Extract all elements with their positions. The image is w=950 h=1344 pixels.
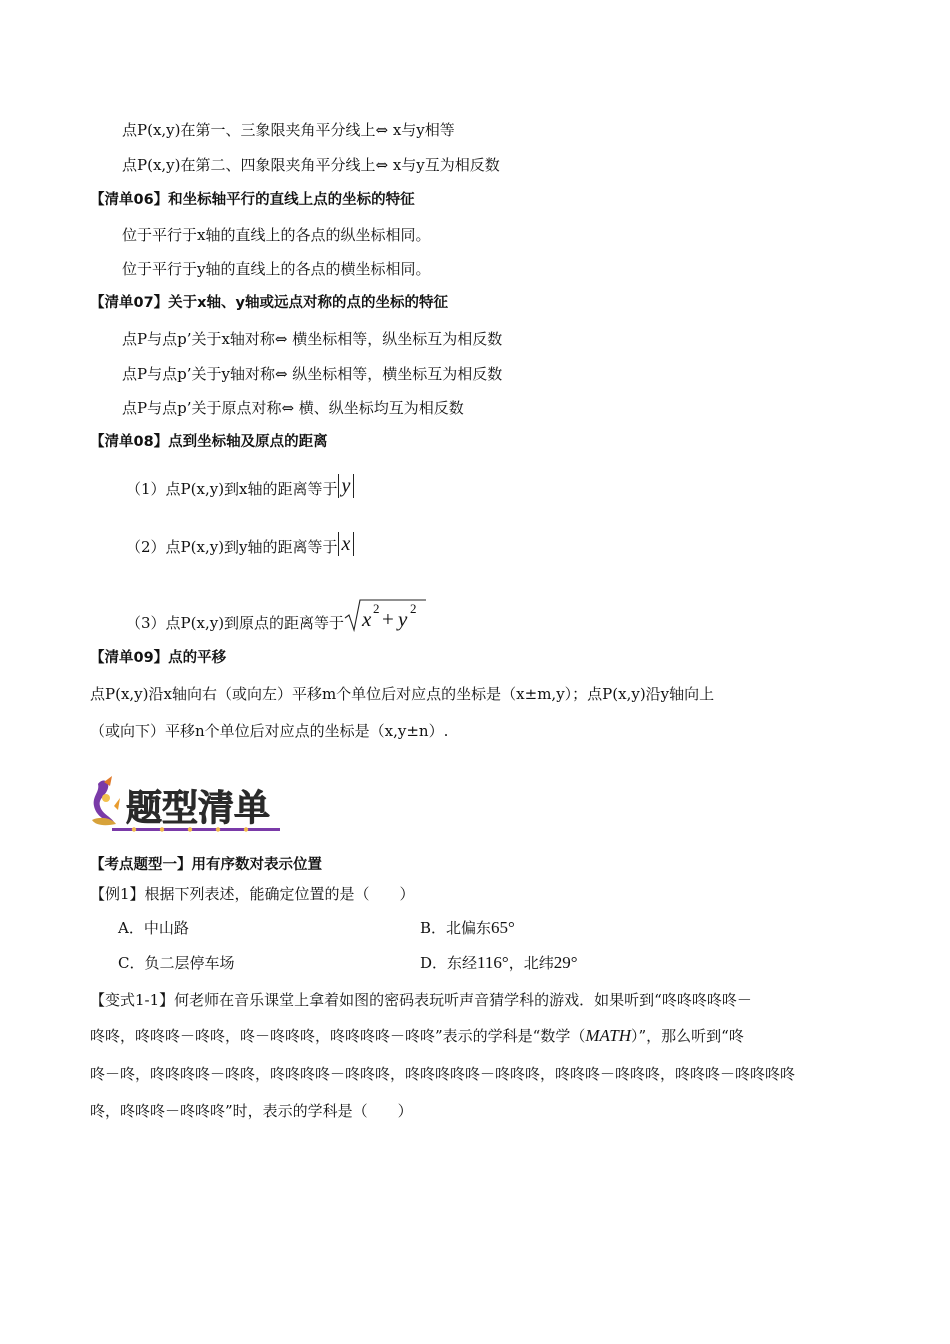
- heading-list-07: 【清单07】关于x轴、y轴或远点对称的点的坐标的特征: [90, 295, 448, 311]
- variant-1-1-line-4: 咚，咚咚咚－咚咚咚”时，表示的学科是（ ）: [90, 1102, 413, 1120]
- exam-type-title: 【考点题型一】用有序数对表示位置: [90, 857, 322, 873]
- variant-math-word: MATH: [585, 1026, 631, 1045]
- distance-to-y-axis: [126, 532, 354, 557]
- distance-to-x-axis-text: （1）点P(x,y)到x轴的距离等于: [126, 480, 338, 498]
- option-b-label: B．北偏东: [420, 919, 492, 937]
- variant-1-1-line-2-pre: 咚咚，咚咚咚－咚咚，咚－咚咚咚，咚咚咚咚－咚咚”表示的学科是“数学（: [90, 1027, 586, 1045]
- option-d-longitude: 116°: [477, 953, 509, 972]
- example-1-question: 【例1】根据下列表述，能确定位置的是（ ）: [90, 885, 415, 903]
- svg-text:y: y: [398, 607, 408, 631]
- text-line-parallel-x: 位于平行于x轴的直线上的各点的纵坐标相同。: [122, 226, 431, 244]
- abs-y-formula: y: [338, 474, 355, 498]
- option-d-mid: ，北纬: [508, 954, 554, 972]
- text-line-parallel-y: 位于平行于y轴的直线上的各点的横坐标相同。: [122, 260, 431, 278]
- abs-x-formula: x: [338, 532, 355, 556]
- option-c: C．负二层停车场: [118, 954, 235, 972]
- svg-text:2: 2: [373, 601, 380, 616]
- section-banner-question-types: [88, 776, 283, 838]
- heading-list-06: 【清单06】和坐标轴平行的直线上点的坐标的特征: [90, 192, 415, 208]
- distance-to-x-axis: [126, 474, 354, 499]
- wizard-banner-icon: [88, 776, 283, 838]
- text-line-bisector-1: 点P(x,y)在第一、三象限夹角平分线上⇔ x与y相等: [122, 121, 455, 139]
- svg-text:x: x: [362, 607, 372, 631]
- heading-list-08: 【清单08】点到坐标轴及原点的距离: [90, 434, 328, 450]
- variant-1-1-line-2-post: ）”，那么听到“咚: [631, 1027, 744, 1045]
- svg-text:+: +: [382, 607, 394, 631]
- variant-1-1-line-3: 咚－咚，咚咚咚咚－咚咚，咚咚咚咚－咚咚咚，咚咚咚咚咚－咚咚咚，咚咚咚－咚咚咚，咚咚咚－咚咚咚咚: [90, 1065, 796, 1083]
- distance-to-y-axis-text: （2）点P(x,y)到y轴的距离等于: [126, 538, 338, 556]
- banner-title: 题型清单: [126, 787, 271, 829]
- option-d-label: D．东经: [420, 954, 478, 972]
- text-line-symmetry-x: 点P与点p’关于x轴对称⇔ 横坐标相等，纵坐标互为相反数: [122, 330, 503, 348]
- heading-list-09: 【清单09】点的平移: [90, 650, 227, 666]
- variant-1-1-line-1: 【变式1-1】何老师在音乐课堂上拿着如图的密码表玩听声音猜学科的游戏．如果听到“咚咚咚咚咚－: [90, 991, 752, 1009]
- variant-1-1-line-2: [90, 1026, 744, 1046]
- translation-paragraph-line-1: 点P(x,y)沿x轴向右（或向左）平移m个单位后对应点的坐标是（x±m,y）；点P(x,y)沿y轴向上: [90, 685, 715, 703]
- option-b: [420, 918, 515, 938]
- option-d-latitude: 29°: [553, 953, 578, 972]
- text-line-bisector-2: 点P(x,y)在第二、四象限夹角平分线上⇔ x与y互为相反数: [122, 156, 500, 174]
- sqrt-formula: [344, 598, 426, 632]
- translation-paragraph-line-2: （或向下）平移n个单位后对应点的坐标是（x,y±n）.: [90, 722, 449, 740]
- sqrt-symbol-icon: [344, 598, 426, 632]
- svg-text:2: 2: [410, 601, 417, 616]
- text-line-symmetry-origin: 点P与点p’关于原点对称⇔ 横、纵坐标均互为相反数: [122, 399, 464, 417]
- text-line-symmetry-y: 点P与点p’关于y轴对称⇔ 纵坐标相等，横坐标互为相反数: [122, 365, 503, 383]
- option-b-degrees: 65°: [491, 918, 515, 937]
- option-a: A．中山路: [118, 919, 189, 937]
- distance-to-origin: [126, 598, 426, 633]
- distance-to-origin-text: （3）点P(x,y)到原点的距离等于: [126, 614, 345, 632]
- option-d: [420, 953, 578, 973]
